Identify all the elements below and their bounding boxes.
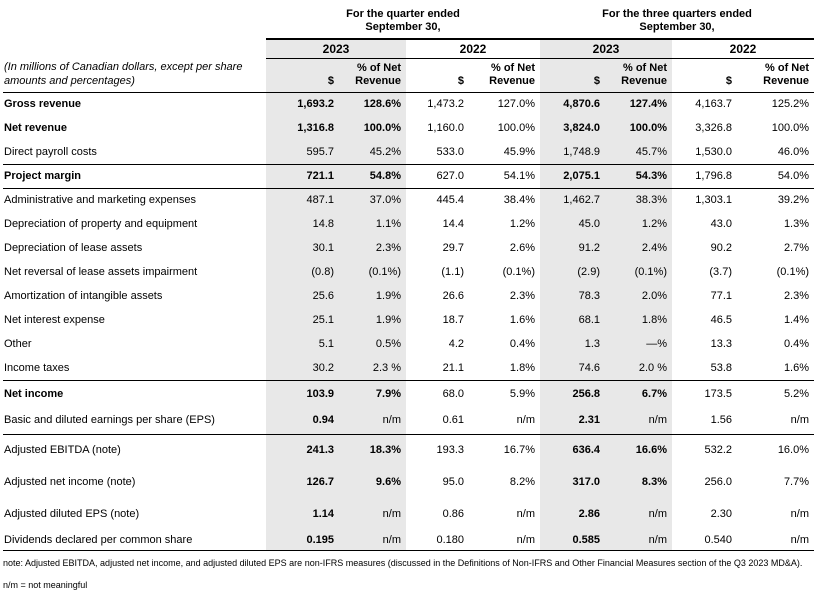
table-row bbox=[3, 466, 814, 498]
value-cell: 1.2% bbox=[608, 212, 672, 236]
value-cell: 100.0% bbox=[608, 116, 672, 140]
value-cell: n/m bbox=[342, 407, 406, 434]
value-cell: 1.8% bbox=[608, 308, 672, 332]
value-cell: 78.3 bbox=[540, 284, 608, 308]
value-cell: (0.1%) bbox=[776, 266, 810, 279]
year-quarter-2022: 2022 bbox=[406, 39, 540, 58]
value-cell: 0.180 bbox=[406, 530, 472, 550]
value-cell: 0.94 bbox=[266, 407, 342, 434]
table-row bbox=[3, 188, 814, 212]
table-row bbox=[3, 212, 814, 236]
value-cell: 100.0% bbox=[771, 122, 810, 135]
value-cell: 1,462.7 bbox=[540, 188, 608, 212]
value-cell: 100.0% bbox=[342, 116, 406, 140]
value-cell: n/m bbox=[790, 414, 810, 427]
value-cell: 1,693.2 bbox=[266, 92, 342, 116]
value-cell: 2,075.1 bbox=[540, 164, 608, 188]
value-cell: n/m bbox=[608, 498, 672, 530]
row-label: Income taxes bbox=[4, 361, 70, 374]
row-label: Adjusted net income (note) bbox=[4, 476, 136, 489]
value-cell: n/m bbox=[472, 530, 540, 550]
value-cell: 13.3 bbox=[710, 338, 732, 351]
value-cell: 0.5% bbox=[342, 332, 406, 356]
value-cell: 721.1 bbox=[266, 164, 342, 188]
value-cell: 95.0 bbox=[442, 476, 464, 489]
row-label: Depreciation of property and equipment bbox=[4, 218, 198, 231]
year-three-quarters-2022: 2022 bbox=[672, 39, 814, 58]
value-cell: 125.2% bbox=[771, 98, 810, 111]
value-cell: 45.9% bbox=[503, 145, 535, 158]
table-row bbox=[3, 380, 814, 407]
row-label: Depreciation of lease assets bbox=[4, 242, 143, 255]
value-cell: 127.0% bbox=[497, 98, 535, 111]
value-cell: 1.6% bbox=[509, 314, 535, 327]
table-row bbox=[3, 308, 814, 332]
value-cell: 0.86 bbox=[442, 508, 464, 521]
value-cell: 39.2% bbox=[740, 188, 814, 212]
table-row bbox=[3, 530, 814, 550]
value-cell: 26.6 bbox=[442, 290, 464, 303]
row-label: Dividends declared per common share bbox=[3, 530, 266, 550]
value-cell: 54.0% bbox=[740, 164, 814, 188]
value-cell: 103.9 bbox=[266, 380, 342, 407]
footnotes bbox=[3, 551, 814, 590]
period-quarter-line2: September 30, bbox=[365, 21, 441, 34]
value-cell: n/m bbox=[516, 508, 535, 521]
value-cell: 68.0 bbox=[406, 380, 472, 407]
value-cell: 38.4% bbox=[472, 188, 540, 212]
period-three-quarters-line1: For the three quarters ended bbox=[602, 7, 752, 20]
value-cell: 25.1 bbox=[266, 308, 342, 332]
income-statement-table bbox=[3, 2, 814, 551]
value-cell: 533.0 bbox=[436, 145, 464, 158]
value-cell: 46.5 bbox=[710, 314, 732, 327]
value-cell: 7.7% bbox=[783, 476, 810, 489]
value-cell: 14.4 bbox=[442, 218, 464, 231]
value-cell: 126.7 bbox=[266, 466, 342, 498]
value-cell: 90.2 bbox=[710, 242, 732, 255]
value-cell: 43.0 bbox=[710, 218, 732, 231]
value-cell: 1,748.9 bbox=[540, 140, 608, 164]
value-cell: 16.6% bbox=[608, 434, 672, 466]
value-cell: 53.8 bbox=[710, 361, 732, 374]
col-header-pct-q2022: % of Net Revenue bbox=[472, 58, 540, 92]
value-cell: 5.1 bbox=[266, 332, 342, 356]
row-label: Basic and diluted earnings per share (EPS) bbox=[4, 414, 215, 427]
value-cell: 0.585 bbox=[540, 530, 608, 550]
value-cell: 18.7 bbox=[442, 314, 464, 327]
year-three-quarters-2023: 2023 bbox=[540, 39, 672, 58]
period-quarter-line1: For the quarter ended bbox=[346, 7, 460, 20]
value-cell: 14.8 bbox=[266, 212, 342, 236]
table-row bbox=[3, 407, 814, 434]
value-cell: 0.195 bbox=[266, 530, 342, 550]
value-cell: 2.0% bbox=[608, 284, 672, 308]
value-cell: n/m bbox=[608, 530, 672, 550]
value-cell: 2.0 % bbox=[608, 356, 672, 380]
value-cell: 1.2% bbox=[509, 218, 535, 231]
value-cell: (0.1%) bbox=[342, 260, 406, 284]
value-cell: 1,160.0 bbox=[427, 122, 464, 135]
period-header-three-quarters bbox=[540, 2, 814, 39]
value-cell: 16.7% bbox=[472, 434, 540, 466]
value-cell: 2.3% bbox=[342, 236, 406, 260]
value-cell: 1.14 bbox=[266, 498, 342, 530]
value-cell: 45.0 bbox=[540, 212, 608, 236]
value-cell: 2.3% bbox=[509, 290, 535, 303]
value-cell: n/m bbox=[740, 530, 814, 550]
row-label: Net revenue bbox=[4, 122, 67, 135]
value-cell: 2.31 bbox=[540, 407, 608, 434]
value-cell: 3,824.0 bbox=[540, 116, 608, 140]
value-cell: 487.1 bbox=[266, 188, 342, 212]
value-cell: 193.3 bbox=[406, 434, 472, 466]
value-cell: 1.3 bbox=[540, 332, 608, 356]
value-cell: 6.7% bbox=[608, 380, 672, 407]
value-cell: 317.0 bbox=[540, 466, 608, 498]
table-body bbox=[3, 92, 814, 550]
value-cell: 1,316.8 bbox=[266, 116, 342, 140]
year-quarter-2023: 2023 bbox=[266, 39, 406, 58]
table-row bbox=[3, 284, 814, 308]
value-cell: 256.8 bbox=[540, 380, 608, 407]
period-three-quarters-line2: September 30, bbox=[639, 21, 715, 34]
value-cell: 2.7% bbox=[783, 242, 810, 255]
value-cell: 5.2% bbox=[740, 380, 814, 407]
value-cell: 1.6% bbox=[783, 361, 810, 374]
value-cell: 8.3% bbox=[608, 466, 672, 498]
value-cell: 37.0% bbox=[342, 188, 406, 212]
value-cell: 1,303.1 bbox=[672, 188, 740, 212]
value-cell: 30.1 bbox=[266, 236, 342, 260]
value-cell: 627.0 bbox=[406, 164, 472, 188]
table-row bbox=[3, 498, 814, 530]
value-cell: 445.4 bbox=[406, 188, 472, 212]
row-label: Adjusted diluted EPS (note) bbox=[4, 508, 140, 521]
value-cell: n/m bbox=[342, 498, 406, 530]
value-cell: 1.1% bbox=[342, 212, 406, 236]
row-label: Net interest expense bbox=[4, 314, 105, 327]
value-cell: 1.3% bbox=[783, 218, 810, 231]
value-cell: 256.0 bbox=[704, 476, 732, 489]
value-cell: 30.2 bbox=[266, 356, 342, 380]
table-row bbox=[3, 356, 814, 380]
table-row bbox=[3, 140, 814, 164]
col-header-dollar-q2023: $ bbox=[266, 58, 342, 92]
value-cell: 21.1 bbox=[442, 361, 464, 374]
value-cell: 1.8% bbox=[509, 361, 535, 374]
value-cell: (1.1) bbox=[441, 266, 464, 279]
value-cell: 68.1 bbox=[540, 308, 608, 332]
table-row bbox=[3, 332, 814, 356]
table-header bbox=[3, 2, 814, 92]
value-cell: (3.7) bbox=[709, 266, 732, 279]
value-cell: 1.9% bbox=[342, 308, 406, 332]
value-cell: (0.8) bbox=[266, 260, 342, 284]
value-cell: 3,326.8 bbox=[695, 122, 732, 135]
value-cell: 1,473.2 bbox=[427, 98, 464, 111]
value-cell: 0.4% bbox=[783, 338, 810, 351]
value-cell: 1.4% bbox=[783, 314, 810, 327]
value-cell: 4,163.7 bbox=[695, 98, 732, 111]
year-spacer bbox=[3, 39, 266, 58]
row-label: Gross revenue bbox=[4, 98, 82, 111]
value-cell: 5.9% bbox=[472, 380, 540, 407]
row-label: Adjusted EBITDA (note) bbox=[3, 434, 266, 466]
value-cell: 29.7 bbox=[442, 242, 464, 255]
table-row bbox=[3, 116, 814, 140]
value-cell: —% bbox=[608, 332, 672, 356]
value-cell: 1,796.8 bbox=[672, 164, 740, 188]
table-row bbox=[3, 236, 814, 260]
value-cell: 91.2 bbox=[540, 236, 608, 260]
row-label: Amortization of intangible assets bbox=[4, 290, 163, 303]
col-header-dollar-y2022: $ bbox=[672, 58, 740, 92]
row-label: Net income bbox=[3, 380, 266, 407]
nm-definition-note: n/m = not meaningful bbox=[3, 579, 88, 590]
col-header-pct-y2022: % of Net Revenue bbox=[740, 58, 814, 92]
period-header-row bbox=[3, 2, 814, 39]
row-label: Net reversal of lease assets impairment bbox=[4, 266, 198, 279]
value-cell: 77.1 bbox=[710, 290, 732, 303]
value-cell: 38.3% bbox=[608, 188, 672, 212]
value-cell: 54.3% bbox=[608, 164, 672, 188]
value-cell: 25.6 bbox=[266, 284, 342, 308]
value-cell: 595.7 bbox=[266, 140, 342, 164]
value-cell: 2.3 % bbox=[342, 356, 406, 380]
row-label: Other bbox=[4, 338, 32, 351]
value-cell: 74.6 bbox=[540, 356, 608, 380]
row-label: Administrative and marketing expenses bbox=[3, 188, 266, 212]
col-header-dollar-y2023: $ bbox=[540, 58, 608, 92]
value-cell: n/m bbox=[342, 530, 406, 550]
value-cell: (0.1%) bbox=[502, 266, 535, 279]
value-cell: 532.2 bbox=[672, 434, 740, 466]
value-cell: 1.56 bbox=[710, 414, 732, 427]
value-cell: 2.86 bbox=[540, 498, 608, 530]
value-cell: 4,870.6 bbox=[540, 92, 608, 116]
value-cell: 7.9% bbox=[342, 380, 406, 407]
value-cell: 1.9% bbox=[342, 284, 406, 308]
value-cell: 46.0% bbox=[777, 145, 810, 158]
value-cell: 100.0% bbox=[497, 122, 535, 135]
col-header-pct-q2023: % of Net Revenue bbox=[342, 58, 406, 92]
value-cell: 45.2% bbox=[342, 140, 406, 164]
value-cell: 636.4 bbox=[540, 434, 608, 466]
table-row bbox=[3, 164, 814, 188]
value-cell: 54.1% bbox=[472, 164, 540, 188]
table-row bbox=[3, 260, 814, 284]
value-cell: 2.30 bbox=[710, 508, 732, 521]
row-label: Direct payroll costs bbox=[4, 145, 97, 158]
value-cell: 2.3% bbox=[783, 290, 810, 303]
value-cell: (0.1%) bbox=[608, 260, 672, 284]
units-caption: (In millions of Canadian dollars, except per share amounts and percentages) bbox=[3, 58, 266, 92]
col-header-dollar-q2022: $ bbox=[406, 58, 472, 92]
value-cell: 18.3% bbox=[342, 434, 406, 466]
column-header-row bbox=[3, 58, 814, 92]
value-cell: 1,530.0 bbox=[695, 145, 732, 158]
table-row bbox=[3, 434, 814, 466]
value-cell: 4.2 bbox=[448, 338, 464, 351]
value-cell: 128.6% bbox=[342, 92, 406, 116]
value-cell: 241.3 bbox=[266, 434, 342, 466]
table-row bbox=[3, 92, 814, 116]
year-header-row bbox=[3, 39, 814, 58]
value-cell: 9.6% bbox=[342, 466, 406, 498]
value-cell: 45.7% bbox=[608, 140, 672, 164]
col-header-pct-y2023: % of Net Revenue bbox=[608, 58, 672, 92]
non-ifrs-note: note: Adjusted EBITDA, adjusted net income, and adjusted diluted EPS are non-IFRS measures (discussed in the Definitions of Non-IFRS and Other Financial Measures section of the Q3 2023 MD&A). bbox=[3, 557, 803, 568]
value-cell: 16.0% bbox=[740, 434, 814, 466]
row-label: Project margin bbox=[3, 164, 266, 188]
period-header-quarter bbox=[266, 2, 540, 39]
value-cell: n/m bbox=[790, 508, 810, 521]
value-cell: 0.540 bbox=[672, 530, 740, 550]
value-cell: 0.61 bbox=[442, 414, 464, 427]
value-cell: 0.4% bbox=[509, 338, 535, 351]
value-cell: (2.9) bbox=[540, 260, 608, 284]
value-cell: 127.4% bbox=[608, 92, 672, 116]
value-cell: 8.2% bbox=[509, 476, 535, 489]
value-cell: n/m bbox=[608, 407, 672, 434]
value-cell: 2.6% bbox=[509, 242, 535, 255]
value-cell: 54.8% bbox=[342, 164, 406, 188]
value-cell: n/m bbox=[516, 414, 535, 427]
value-cell: 173.5 bbox=[672, 380, 740, 407]
value-cell: 2.4% bbox=[608, 236, 672, 260]
header-spacer bbox=[3, 2, 266, 39]
